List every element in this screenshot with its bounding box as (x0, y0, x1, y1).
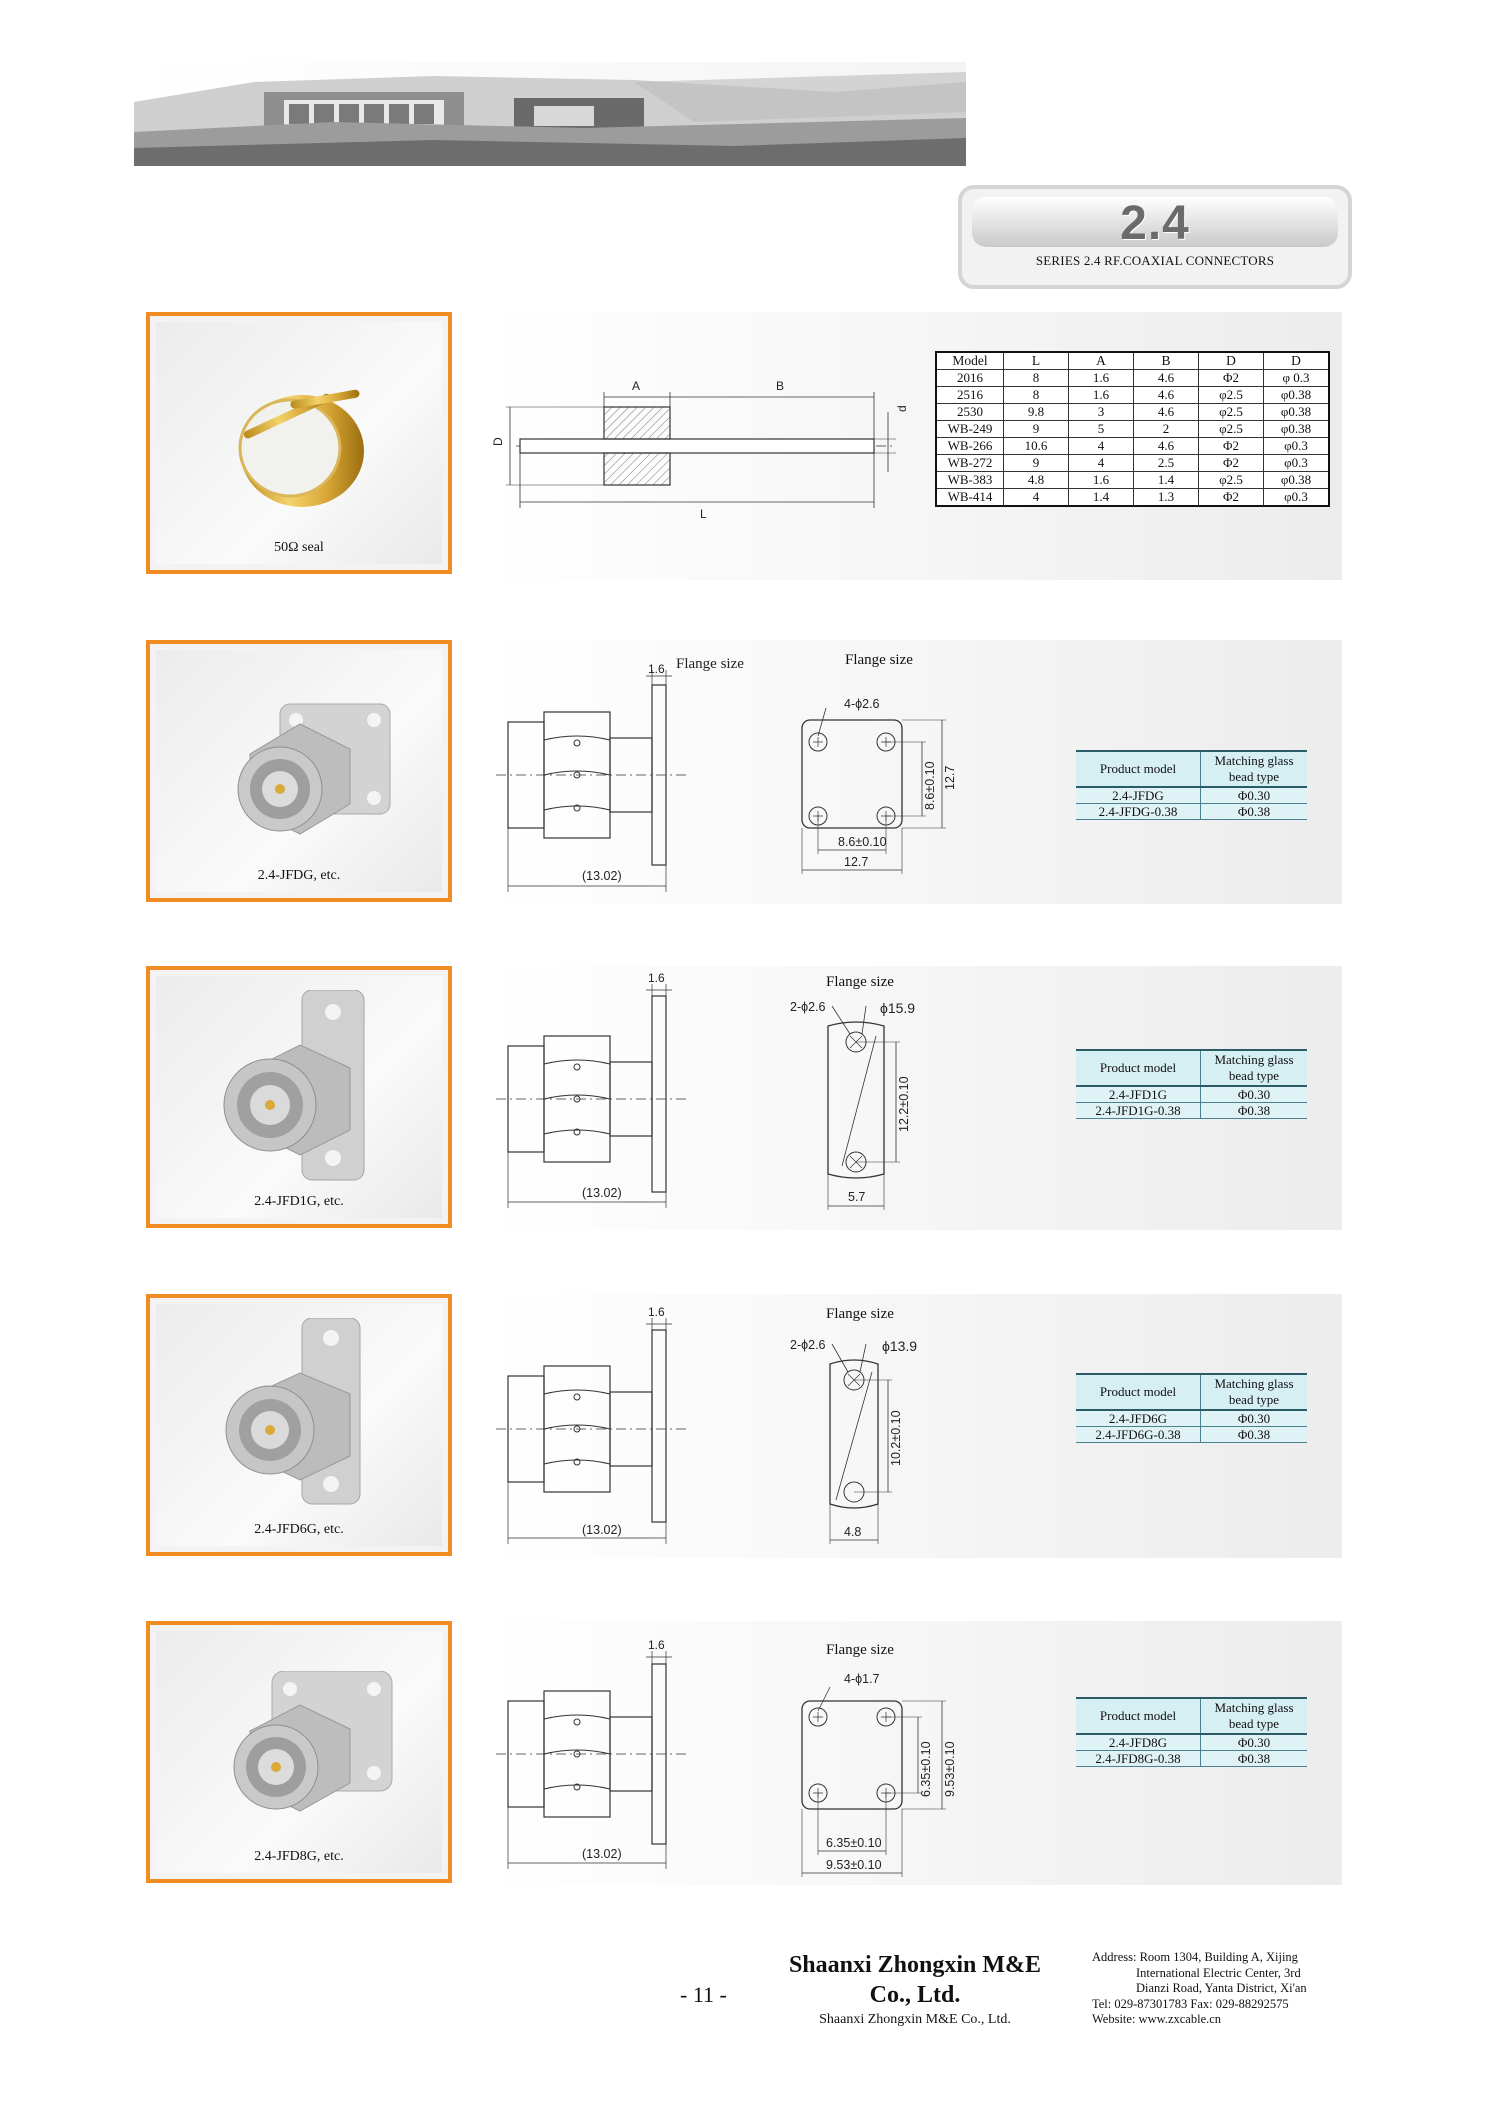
table-row (1076, 787, 1307, 804)
table-cell: Φ2 (1199, 370, 1264, 387)
table-cell: 4 (1069, 455, 1134, 472)
dim-label-d-inner: d (895, 405, 909, 412)
jfd6g-connector-illustration (190, 1318, 400, 1518)
table-header-row (1076, 1374, 1307, 1410)
product-photo-seal (146, 312, 452, 574)
seal-connector-illustration (210, 356, 390, 526)
table-cell: 1.6 (1069, 472, 1134, 489)
table-header-cell: Product model (1076, 751, 1201, 787)
dim-flange-width: 9.53±0.10 (826, 1858, 882, 1872)
dim-length: (13.02) (582, 869, 622, 883)
table-cell: Φ2 (1199, 489, 1264, 507)
address-line: Address: Room 1304, Building A, Xijing (1092, 1950, 1298, 1964)
table-cell: 2.5 (1134, 455, 1199, 472)
table-cell: φ0.38 (1264, 472, 1330, 489)
table-cell: 3 (1069, 404, 1134, 421)
dim-label-l: L (700, 507, 707, 521)
table-row (1076, 1103, 1307, 1119)
table-cell: 5 (1069, 421, 1134, 438)
table-cell: 4 (1004, 489, 1069, 507)
table-cell: 2.4-JFD8G (1076, 1734, 1201, 1751)
jfd8g-connector-illustration (210, 1671, 400, 1841)
table-header-cell: B (1134, 352, 1199, 370)
table-row (1076, 1751, 1307, 1767)
table-cell: WB-414 (936, 489, 1004, 507)
table-cell: 2.4-JFD8G-0.38 (1076, 1751, 1201, 1767)
table-cell: 1.4 (1134, 472, 1199, 489)
table-row (1076, 1734, 1307, 1751)
company-address (1092, 1950, 1332, 2028)
table-row (936, 387, 1329, 404)
dim-hole-spacing-v: 8.6±0.10 (923, 761, 937, 810)
table-cell: φ0.3 (1264, 438, 1330, 455)
flange-size-label: Flange size (826, 1642, 894, 1658)
table-cell: 8 (1004, 387, 1069, 404)
table-cell: 1.4 (1069, 489, 1134, 507)
table-row (1076, 1410, 1307, 1427)
table-cell: WB-249 (936, 421, 1004, 438)
table-header-cell: D (1199, 352, 1264, 370)
table-header-cell: Product model (1076, 1698, 1201, 1734)
photo-caption: 2.4-JFD6G, etc. (254, 1522, 344, 1537)
product-photo-jfd1g (146, 966, 452, 1228)
table-cell: φ2.5 (1199, 472, 1264, 489)
dim-length: (13.02) (582, 1847, 622, 1861)
table-header-cell: Product model (1076, 1050, 1201, 1086)
address-line: Tel: 029-87301783 Fax: 029-88292575 (1092, 1996, 1289, 2011)
table-cell: 2 (1134, 421, 1199, 438)
table-row (936, 438, 1329, 455)
table-cell: 4 (1069, 438, 1134, 455)
table-cell: 1.3 (1134, 489, 1199, 507)
table-cell: φ0.38 (1264, 404, 1330, 421)
seal-model-table (935, 351, 1330, 507)
product-model-table (1076, 1373, 1307, 1443)
table-row (936, 455, 1329, 472)
dim-flange-height: 9.53±0.10 (943, 1741, 957, 1797)
table-header-cell: Matching glass bead type (1201, 751, 1308, 787)
table-header-cell: Model (936, 352, 1004, 370)
table-row (936, 370, 1329, 387)
table-cell: 10.6 (1004, 438, 1069, 455)
table-cell: Φ0.38 (1201, 1427, 1308, 1443)
company-name-line1: Shaanxi Zhongxin M&E (788, 1952, 1042, 1978)
series-badge (958, 185, 1352, 289)
jfd8g-technical-drawing (486, 1621, 1006, 1885)
table-cell: Φ0.30 (1201, 1410, 1308, 1427)
table-cell: 2516 (936, 387, 1004, 404)
table-header-row (936, 352, 1329, 370)
table-cell: Φ2 (1199, 455, 1264, 472)
product-model-table (1076, 1049, 1307, 1119)
table-cell: 4.6 (1134, 438, 1199, 455)
company-subtitle: Shaanxi Zhongxin M&E Co., Ltd. (819, 2012, 1011, 2027)
table-row (936, 421, 1329, 438)
table-cell: 9 (1004, 421, 1069, 438)
product-model-table (1076, 750, 1307, 820)
dim-flange-width: 5.7 (848, 1190, 866, 1204)
table-cell: WB-272 (936, 455, 1004, 472)
jfd6g-technical-drawing (486, 1294, 1006, 1558)
product-photo-jfd8g (146, 1621, 452, 1883)
table-cell: 2.4-JFDG-0.38 (1076, 804, 1201, 820)
jfd1g-connector-illustration (190, 990, 400, 1190)
table-cell: 4.6 (1134, 387, 1199, 404)
company-name-line2: Co., Ltd. (869, 1982, 961, 2008)
table-cell: 4.6 (1134, 370, 1199, 387)
table-cell: Φ0.30 (1201, 1734, 1308, 1751)
dim-hole-spacing-v: 12.2±0.10 (897, 1076, 911, 1132)
series-title: SERIES 2.4 RF.COAXIAL CONNECTORS (1035, 253, 1275, 268)
flange-size-label: Flange size (676, 656, 744, 672)
table-row (936, 472, 1329, 489)
table-cell: 2.4-JFD6G (1076, 1410, 1201, 1427)
flange-size-label: Flange size (826, 1306, 894, 1322)
jfdg-connector-illustration (210, 694, 400, 854)
table-cell: 4.6 (1134, 404, 1199, 421)
dim-length: (13.02) (582, 1186, 622, 1200)
table-cell: Φ0.38 (1201, 1751, 1308, 1767)
table-cell: WB-266 (936, 438, 1004, 455)
address-line: International Electric Center, 3rd (1136, 1965, 1301, 1980)
table-cell: 1.6 (1069, 370, 1134, 387)
table-cell: 2.4-JFDG (1076, 787, 1201, 804)
table-cell: φ0.3 (1264, 489, 1330, 507)
dim-thickness: 1.6 (648, 1638, 665, 1652)
table-cell: WB-383 (936, 472, 1004, 489)
table-header-cell: L (1004, 352, 1069, 370)
table-cell: 2530 (936, 404, 1004, 421)
table-header-cell: Product model (1076, 1374, 1201, 1410)
table-cell: 9.8 (1004, 404, 1069, 421)
table-cell: 2.4-JFD1G (1076, 1086, 1201, 1103)
jfd1g-technical-drawing (486, 966, 1006, 1230)
table-header-row (1076, 1698, 1307, 1734)
dim-label-a: A (632, 379, 641, 393)
dim-label-b: B (776, 379, 785, 393)
dim-length: (13.02) (582, 1523, 622, 1537)
table-cell: Φ2 (1199, 438, 1264, 455)
table-row (1076, 1427, 1307, 1443)
flange-size-label: Flange size (826, 974, 894, 990)
table-cell: Φ0.38 (1201, 1103, 1308, 1119)
dim-holes: 2-ϕ2.6 (790, 1338, 826, 1352)
dim-flange-width: 12.7 (844, 855, 869, 869)
dim-thickness: 1.6 (648, 662, 665, 676)
table-cell: 8 (1004, 370, 1069, 387)
table-cell: 1.6 (1069, 387, 1134, 404)
table-header-cell: Matching glass bead type (1201, 1374, 1308, 1410)
table-cell: Φ0.30 (1201, 787, 1308, 804)
series-number: 2.4 (1120, 197, 1190, 250)
table-cell: φ0.38 (1264, 387, 1330, 404)
table-row (936, 489, 1329, 507)
product-model-table (1076, 1697, 1307, 1767)
table-row (1076, 804, 1307, 820)
dim-hole-spacing-h: 6.35±0.10 (826, 1836, 882, 1850)
table-cell: φ2.5 (1199, 421, 1264, 438)
dim-hole-spacing-h: 8.6±0.10 (838, 835, 887, 849)
dim-thickness: 1.6 (648, 971, 665, 985)
table-cell: 4.8 (1004, 472, 1069, 489)
page-number: - 11 - (680, 1982, 727, 2007)
table-cell: 2.4-JFD6G-0.38 (1076, 1427, 1201, 1443)
product-photo-jfd6g (146, 1294, 452, 1556)
dim-flange-height: 12.7 (943, 765, 957, 790)
table-cell: φ2.5 (1199, 404, 1264, 421)
table-cell: φ2.5 (1199, 387, 1264, 404)
dim-flange-width: 4.8 (844, 1525, 862, 1539)
photo-caption: 2.4-JFD1G, etc. (254, 1194, 344, 1209)
flange-size-label: Flange size (845, 652, 913, 668)
table-row (936, 404, 1329, 421)
table-header-row (1076, 751, 1307, 787)
table-row (1076, 1086, 1307, 1103)
table-cell: 9 (1004, 455, 1069, 472)
table-cell: φ0.38 (1264, 421, 1330, 438)
address-line: Website: www.zxcable.cn (1092, 2012, 1222, 2026)
dim-flange-diameter: ϕ13.9 (882, 1338, 918, 1354)
table-header-cell: A (1069, 352, 1134, 370)
table-header-row (1076, 1050, 1307, 1086)
table-cell: 2016 (936, 370, 1004, 387)
dim-holes: 4-ϕ1.7 (844, 1672, 880, 1686)
photo-caption: 50Ω seal (274, 540, 324, 555)
table-header-cell: Matching glass bead type (1201, 1698, 1308, 1734)
jfdg-technical-drawing (486, 640, 1006, 904)
dim-hole-spacing-v: 10.2±0.10 (889, 1410, 903, 1466)
table-cell: φ0.3 (1264, 455, 1330, 472)
dim-holes: 2-ϕ2.6 (790, 1000, 826, 1014)
company-name (770, 1950, 1060, 2010)
dim-thickness: 1.6 (648, 1305, 665, 1319)
dim-hole-spacing-v: 6.35±0.10 (919, 1741, 933, 1797)
table-cell: Φ0.38 (1201, 804, 1308, 820)
photo-caption: 2.4-JFD8G, etc. (254, 1849, 344, 1864)
header-banner-image (134, 62, 966, 166)
address-line: Dianzi Road, Yanta District, Xi'an (1136, 1981, 1307, 1995)
dim-holes: 4-ϕ2.6 (844, 697, 880, 711)
dim-flange-diameter: ϕ15.9 (880, 1000, 916, 1016)
photo-caption: 2.4-JFDG, etc. (257, 868, 341, 883)
table-cell: 2.4-JFD1G-0.38 (1076, 1103, 1201, 1119)
table-cell: Φ0.30 (1201, 1086, 1308, 1103)
product-photo-jfdg (146, 640, 452, 902)
dim-label-d-outer: D (491, 437, 505, 446)
table-header-cell: D (1264, 352, 1330, 370)
table-header-cell: Matching glass bead type (1201, 1050, 1308, 1086)
table-cell: φ 0.3 (1264, 370, 1330, 387)
